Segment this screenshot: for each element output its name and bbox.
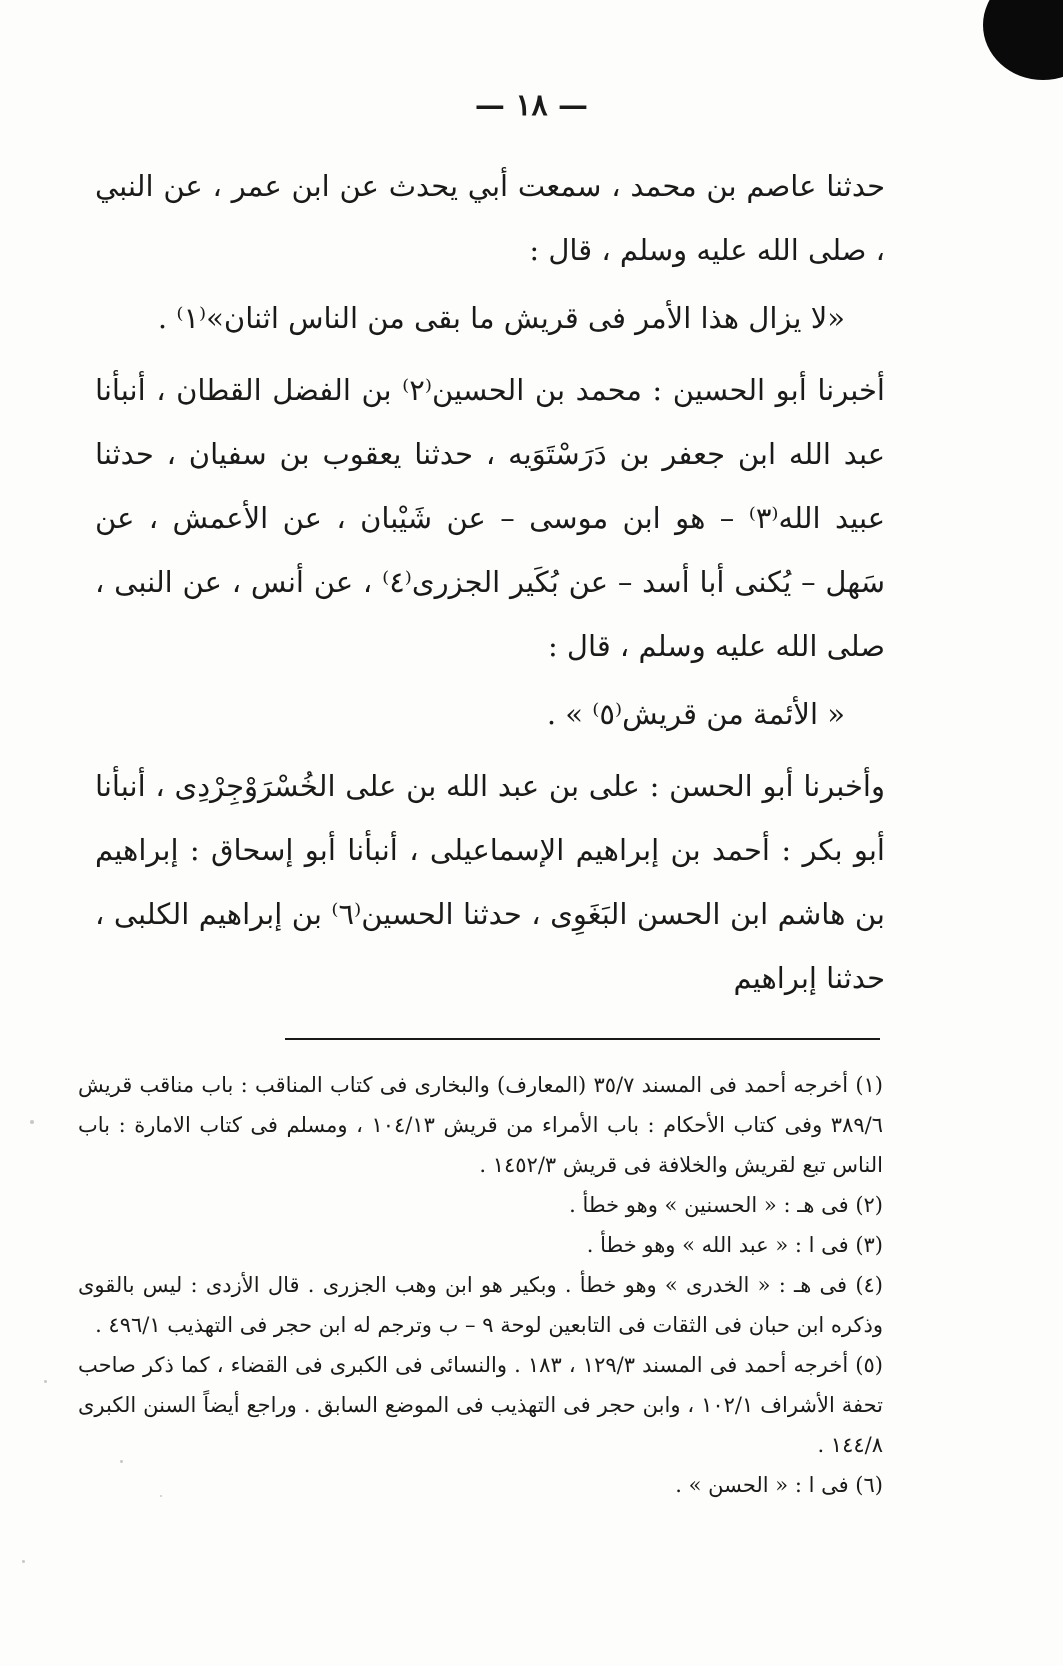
footnote-1: (١) أخرجه أحمد فى المسند ٣٥/٧ (المعارف) والبخارى فى كتاب المناقب : باب مناقب قريش ٣٨٩/٦ وفى كتاب الأحكام : باب الأمراء من قريش ١٠٤/١٣ ، ومسلم فى كتاب الامارة : باب الناس تبع لقريش والخلافة فى قريش ١٤٥٢/٣ .: [78, 1073, 883, 1177]
scan-speck: [160, 1495, 162, 1497]
footnote-6: (٦) فى ا : « الحسن » .: [675, 1473, 883, 1497]
page-number: — ١٨ —: [474, 88, 589, 123]
scan-speck: [30, 1120, 34, 1124]
footnote-5: (٥) أخرجه أحمد فى المسند ١٢٩/٣ ، ١٨٣ . والنسائى فى الكبرى فى القضاء ، كما ذكر صاحب تحفة الأشراف ١٠٢/١ ، وابن حجر فى التهذيب فى الموضع السابق . وراجع أيضاً السنن الكبرى ١٤٤/٨ .: [78, 1353, 884, 1457]
hadith-imams-quraysh: « الأئمة من قريش⁽٥⁾ » .: [546, 697, 845, 731]
paragraph-abu-al-hasan: وأخبرنا أبو الحسن : على بن عبد الله بن على الخُسْرَوْجِرْدِى ، أنبأنا أبو بكر : أحمد بن إبراهيم الإسماعيلى ، أنبأنا أبو إسحاق : إبراهيم بن هاشم ابن الحسن البَغَوِى ، حدثنا الحسين⁽٦⁾ بن إبراهيم الكلبى ، حدثنا إبراهيم: [95, 769, 885, 995]
footnotes: [78, 1065, 883, 1505]
scan-speck: [120, 1460, 123, 1463]
footnote-divider: [285, 1038, 880, 1040]
footnote-2: (٢) فى هـ : « الحسنين » وهو خطأ .: [569, 1193, 883, 1217]
paragraph-asim: حدثنا عاصم بن محمد ، سمعت أبي يحدث عن ابن عمر ، عن النبي ، صلى الله عليه وسلم ، قال :: [95, 169, 885, 267]
footnote-4: (٤) فى هـ : « الخدرى » وهو خطأ . وبكير هو ابن وهب الجزرى . قال الأزدى : ليس بالقوى وذكره ابن حبان فى الثقات فى التابعين لوحة ٩ – ب وترجم له ابن حجر فى التهذيب ٤٩٦/١ .: [78, 1273, 883, 1337]
hadith-quraysh-two: «لا يزال هذا الأمر فى قريش ما بقى من الناس اثنان»⁽١⁾ .: [157, 301, 845, 335]
footnote-3: (٣) فى ا : « عبد الله » وهو خطأ .: [586, 1233, 883, 1257]
scan-speck: [44, 1380, 47, 1383]
paragraph-abu-al-husayn: أخبرنا أبو الحسين : محمد بن الحسين⁽٢⁾ بن الفضل القطان ، أنبأنا عبد الله ابن جعفر بن دَرَسْتَوَيه ، حدثنا يعقوب بن سفيان ، حدثنا عبيد الله⁽٣⁾ – هو ابن موسى – عن شَيْبان ، عن الأعمش ، عن سَهل – يُكنى أبا أسد – عن بُكَير الجزرى⁽٤⁾ ، عن أنس ، عن النبى ، صلى الله عليه وسلم ، قال :: [95, 373, 885, 663]
main-text: [95, 150, 885, 1010]
scan-edge-blot: [983, 0, 1063, 80]
scan-speck: [22, 1560, 25, 1563]
